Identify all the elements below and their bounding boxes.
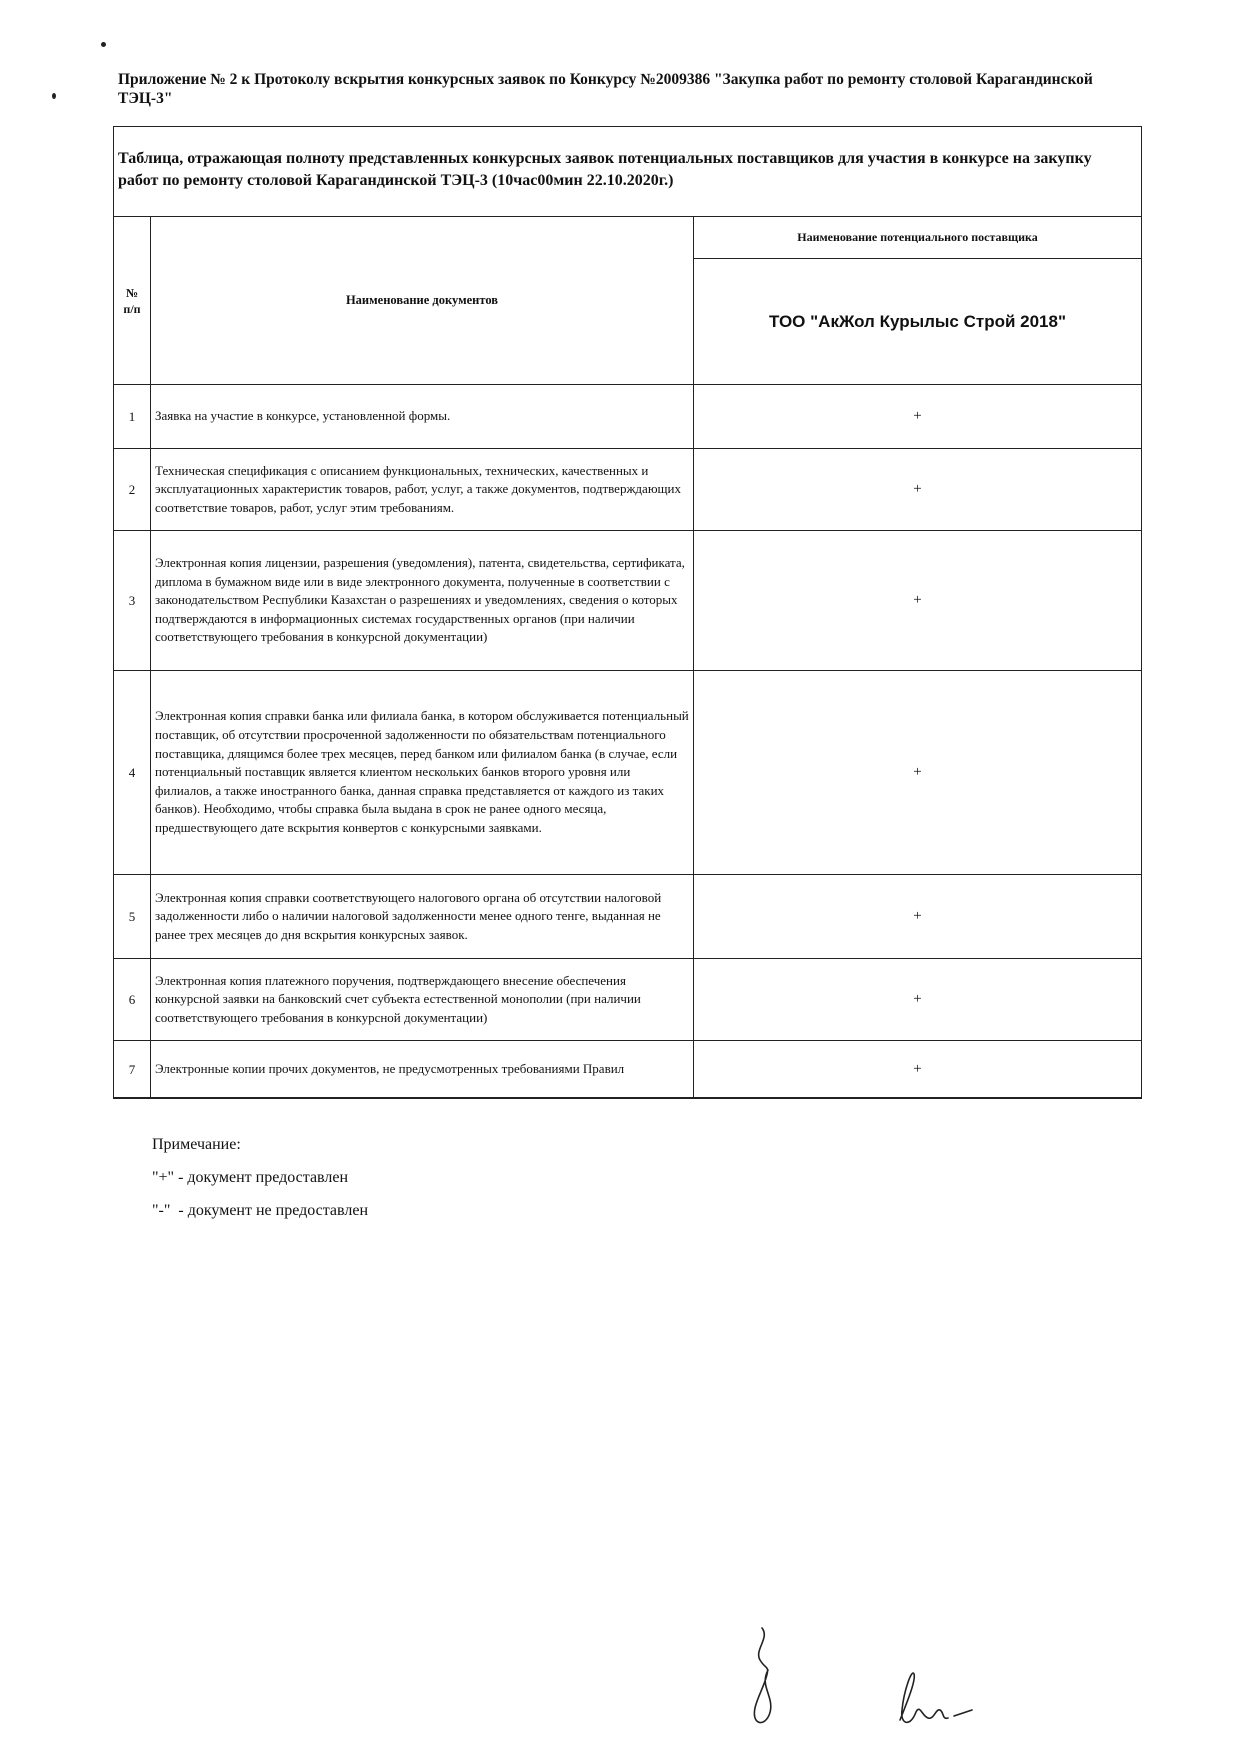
- row-document: Электронная копия платежного поручения, подтверждающего внесение обеспечения конкурсной заявки на банковский счет субъекта естественной монополии (при наличии соответствующего требования в конкурсной документации): [151, 959, 694, 1041]
- header-row: [114, 217, 1142, 259]
- header-supplier-name: ТОО "АкЖол Курылыс Строй 2018": [694, 259, 1142, 385]
- table-row: [114, 385, 1142, 449]
- row-number: 3: [114, 531, 151, 671]
- row-number: 6: [114, 959, 151, 1041]
- note-minus: "-" - документ не предоставлен: [152, 1202, 369, 1219]
- row-mark: +: [694, 671, 1142, 875]
- row-document: Техническая спецификация с описанием функциональных, технических, качественных и эксплуатационных характеристик товаров, работ, услуг, а также документов, подтверждающих соответствие товаров, работ, услуг этим требованиям.: [151, 449, 694, 531]
- row-number: 2: [114, 449, 151, 531]
- table-row: [114, 959, 1142, 1041]
- row-number: 5: [114, 875, 151, 959]
- row-mark: +: [694, 531, 1142, 671]
- table-title: Таблица, отражающая полноту представленных конкурсных заявок потенциальных поставщиков для участия в конкурсе на закупку работ по ремонту столовой Карагандинской ТЭЦ-3 (10час00мин 22.10.2020г.): [118, 150, 1092, 189]
- table-row: [114, 875, 1142, 959]
- scan-mark: [52, 93, 56, 99]
- row-number: 7: [114, 1041, 151, 1099]
- header-number-line2: п/п: [123, 301, 141, 316]
- appendix-title: Приложение № 2 к Протоколу вскрытия конкурсных заявок по Конкурсу №2009386 "Закупка работ по ремонту столовой Карагандинской ТЭЦ-3": [118, 71, 1093, 107]
- row-mark: +: [694, 385, 1142, 449]
- table-row: [114, 1041, 1142, 1099]
- table-row: [114, 449, 1142, 531]
- scan-mark: [101, 42, 106, 47]
- row-document: Заявка на участие в конкурсе, установленной формы.: [151, 385, 694, 449]
- table-row: [114, 531, 1142, 671]
- header-number: [114, 217, 151, 385]
- row-document: Электронная копия лицензии, разрешения (уведомления), патента, свидетельства, сертификата, диплома в бумажном виде или в виде электронного документа, полученные в соответствии с законодательством Республики Казахстан о разрешениях и уведомлениях, сведения о которых подтверждаются в информационных системах государственных органов (при наличии соответствующего требования в конкурсной документации): [151, 531, 694, 671]
- note-plus: "+" - документ предоставлен: [152, 1169, 349, 1186]
- header-number-line1: №: [125, 285, 139, 300]
- row-document: Электронная копия справки соответствующего налогового органа об отсутствии налоговой задолженности либо о наличии налоговой задолженности менее одного тенге, выданная не ранее трех месяцев до дня вскрытия конкурсных заявок.: [151, 875, 694, 959]
- header-supplier-group: Наименование потенциального поставщика: [694, 217, 1142, 259]
- notes: [152, 1128, 368, 1227]
- row-mark: +: [694, 449, 1142, 531]
- row-document: Электронные копии прочих документов, не предусмотренных требованиями Правил: [151, 1041, 694, 1099]
- row-mark: +: [694, 959, 1142, 1041]
- row-mark: +: [694, 875, 1142, 959]
- row-number: 4: [114, 671, 151, 875]
- signature-2: [880, 1660, 990, 1740]
- row-mark: +: [694, 1041, 1142, 1099]
- documents-table: [113, 216, 1142, 1099]
- row-document: Электронная копия справки банка или филиала банка, в котором обслуживается потенциальный поставщик, об отсутствии просроченной задолженности по обязательствам потенциального поставщика, длящимся более трех месяцев, перед банком или филиалом банка (в случае, если потенциальный поставщик является клиентом нескольких банков второго уровня или филиалов, а также иностранного банка, данная справка представляется от каждого из таких банков). Необходимо, чтобы справка была выдана в срок не ранее одного месяца, предшествующего дате вскрытия конвертов с конкурсными заявками.: [151, 671, 694, 875]
- header-documents: Наименование документов: [151, 217, 694, 385]
- signature-1: [740, 1620, 820, 1730]
- row-number: 1: [114, 385, 151, 449]
- table-row: [114, 671, 1142, 875]
- notes-title: Примечание:: [152, 1136, 241, 1153]
